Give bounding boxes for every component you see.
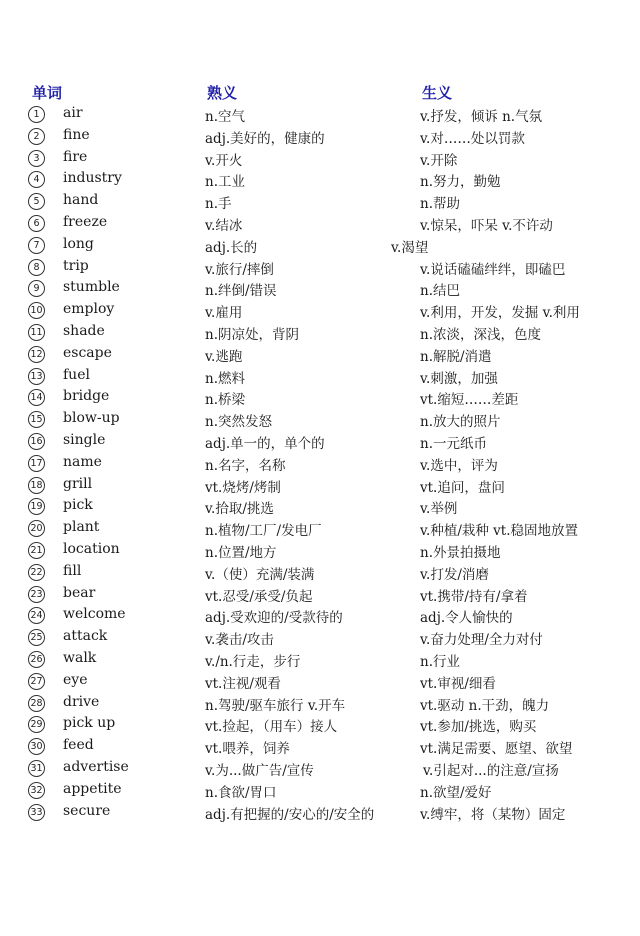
new-meaning: n.外景拍摄地	[420, 544, 501, 561]
row-number-circle: 27	[28, 673, 45, 690]
new-meaning: v.缚牢，将（某物）固定	[420, 806, 566, 823]
english-word: plant	[63, 519, 100, 536]
new-meaning: adj.令人愉快的	[420, 610, 513, 627]
familiar-meaning: v.（使）充满/装满	[205, 566, 315, 583]
english-word: eye	[63, 671, 88, 688]
row-number-circle: 8	[28, 259, 45, 276]
familiar-meaning: v.结冰	[205, 217, 243, 234]
table-row	[0, 431, 640, 453]
row-number-circle: 3	[28, 150, 45, 167]
familiar-meaning: v.旅行/摔倒	[205, 261, 274, 278]
row-number-circle: 31	[28, 760, 45, 777]
english-word: fill	[63, 562, 82, 579]
row-number-circle: 25	[28, 629, 45, 646]
header-new-meaning: 生义	[422, 84, 453, 102]
new-meaning: n.欲望/爱好	[420, 784, 492, 801]
new-meaning: v.奋力处理/全力对付	[420, 632, 543, 649]
table-row	[0, 235, 640, 257]
familiar-meaning: n.食欲/胃口	[205, 784, 277, 801]
english-word: grill	[63, 475, 93, 492]
familiar-meaning: n.燃料	[205, 370, 245, 387]
new-meaning: v.说话磕磕绊绊，即磕巴	[420, 261, 566, 278]
table-row	[0, 540, 640, 562]
new-meaning: vt.驱动 n.干劲，魄力	[420, 697, 550, 714]
new-meaning: n.解脱/消遣	[420, 348, 492, 365]
table-row	[0, 605, 640, 627]
english-word: bridge	[63, 388, 110, 405]
familiar-meaning: n.植物/工厂/发电厂	[205, 523, 322, 540]
english-word: name	[63, 453, 102, 470]
english-word: appetite	[63, 780, 122, 797]
table-row	[0, 802, 640, 824]
table-row	[0, 191, 640, 213]
english-word: drive	[63, 693, 100, 710]
table-row	[0, 409, 640, 431]
row-number-circle: 26	[28, 651, 45, 668]
english-word: fuel	[63, 366, 90, 383]
new-meaning: n.行业	[420, 653, 460, 670]
header-familiar-meaning: 熟义	[207, 84, 238, 102]
english-word: pick	[63, 497, 93, 514]
table-row	[0, 148, 640, 170]
english-word: industry	[63, 170, 122, 187]
table-row	[0, 714, 640, 736]
english-word: employ	[63, 301, 115, 318]
english-word: secure	[63, 802, 111, 819]
table-row	[0, 257, 640, 279]
familiar-meaning: n.工业	[205, 174, 245, 191]
familiar-meaning: v.拾取/挑选	[205, 501, 274, 518]
row-number-circle: 32	[28, 782, 45, 799]
familiar-meaning: vt.忍受/承受/负起	[205, 588, 313, 605]
english-word: bear	[63, 584, 96, 601]
new-meaning: vt.参加/挑选，购买	[420, 719, 537, 736]
familiar-meaning: v.开火	[205, 152, 243, 169]
english-word: pick up	[63, 715, 116, 732]
new-meaning: n.帮助	[420, 196, 460, 213]
new-meaning: n.浓淡，深浅，色度	[420, 326, 541, 343]
new-meaning: v.对……处以罚款	[420, 130, 525, 147]
new-meaning: vt.携带/持有/拿着	[420, 588, 528, 605]
english-word: freeze	[63, 213, 108, 230]
row-number-circle: 7	[28, 237, 45, 254]
familiar-meaning: adj.单一的，单个的	[205, 435, 325, 452]
table-row	[0, 300, 640, 322]
familiar-meaning: v.雇用	[205, 305, 243, 322]
table-row	[0, 627, 640, 649]
row-number-circle: 4	[28, 171, 45, 188]
new-meaning: v.引起对...的注意/宣扬	[423, 762, 559, 779]
table-row	[0, 758, 640, 780]
row-number-circle: 1	[28, 106, 45, 123]
row-number-circle: 30	[28, 738, 45, 755]
row-number-circle: 28	[28, 695, 45, 712]
new-meaning: v.渴望	[391, 239, 429, 256]
new-meaning: n.努力，勤勉	[420, 174, 501, 191]
familiar-meaning: n.驾驶/驱车旅行 v.开车	[205, 697, 346, 714]
table-row	[0, 562, 640, 584]
row-number-circle: 11	[28, 324, 45, 341]
row-number-circle: 20	[28, 520, 45, 537]
english-word: fire	[63, 148, 88, 165]
row-number-circle: 16	[28, 433, 45, 450]
row-number-circle: 2	[28, 128, 45, 145]
new-meaning: v.种植/栽种 vt.稳固地放置	[420, 523, 578, 540]
english-word: walk	[63, 649, 97, 666]
familiar-meaning: n.突然发怒	[205, 414, 272, 431]
familiar-meaning: n.位置/地方	[205, 544, 277, 561]
english-word: blow-up	[63, 410, 120, 427]
row-number-circle: 6	[28, 215, 45, 232]
english-word: single	[63, 431, 106, 448]
table-row	[0, 126, 640, 148]
english-word: shade	[63, 322, 105, 339]
new-meaning: vt.满足需要、愿望、欲望	[420, 741, 573, 758]
row-number-circle: 19	[28, 498, 45, 515]
english-word: location	[63, 540, 120, 557]
row-number-circle: 5	[28, 193, 45, 210]
table-row	[0, 671, 640, 693]
table-row	[0, 780, 640, 802]
table-row	[0, 344, 640, 366]
new-meaning: n.放大的照片	[420, 414, 501, 431]
english-word: hand	[63, 192, 99, 209]
new-meaning: v.利用，开发，发掘 v.利用	[420, 305, 580, 322]
familiar-meaning: n.桥梁	[205, 392, 245, 409]
new-meaning: vt.缩短……差距	[420, 392, 519, 409]
row-number-circle: 9	[28, 280, 45, 297]
new-meaning: v.刺激，加强	[420, 370, 498, 387]
row-number-circle: 23	[28, 586, 45, 603]
english-word: attack	[63, 628, 108, 645]
table-row	[0, 453, 640, 475]
familiar-meaning: n.手	[205, 196, 232, 213]
familiar-meaning: v.逃跑	[205, 348, 243, 365]
familiar-meaning: v./n.行走，步行	[205, 653, 301, 670]
row-number-circle: 33	[28, 804, 45, 821]
vocabulary-table	[0, 104, 640, 823]
row-number-circle: 18	[28, 477, 45, 494]
english-word: trip	[63, 257, 89, 274]
table-row	[0, 475, 640, 497]
table-row	[0, 322, 640, 344]
english-word: fine	[63, 126, 90, 143]
english-word: air	[63, 105, 83, 121]
row-number-circle: 24	[28, 607, 45, 624]
familiar-meaning: adj.受欢迎的/受款待的	[205, 610, 343, 627]
new-meaning: n.一元纸币	[420, 435, 487, 452]
row-number-circle: 29	[28, 716, 45, 733]
table-row	[0, 693, 640, 715]
row-number-circle: 21	[28, 542, 45, 559]
row-number-circle: 12	[28, 346, 45, 363]
english-word: escape	[63, 344, 112, 361]
new-meaning: v.抒发，倾诉 n.气氛	[420, 109, 543, 125]
new-meaning: v.选中，评为	[420, 457, 498, 474]
table-row	[0, 104, 640, 126]
table-row	[0, 736, 640, 758]
row-number-circle: 15	[28, 411, 45, 428]
familiar-meaning: vt.捡起，（用车）接人	[205, 719, 338, 736]
familiar-meaning: adj.美好的，健康的	[205, 130, 325, 147]
new-meaning: v.惊呆，吓呆 v.不许动	[420, 217, 553, 234]
table-row	[0, 518, 640, 540]
new-meaning: n.结巴	[420, 283, 460, 300]
familiar-meaning: n.阴凉处，背阴	[205, 326, 299, 343]
new-meaning: v.举例	[420, 501, 458, 518]
familiar-meaning: n.空气	[205, 109, 245, 125]
table-row	[0, 584, 640, 606]
familiar-meaning: vt.烧烤/烤制	[205, 479, 281, 496]
english-word: stumble	[63, 279, 120, 296]
table-row	[0, 649, 640, 671]
row-number-circle: 10	[28, 302, 45, 319]
row-number-circle: 14	[28, 389, 45, 406]
familiar-meaning: adj.长的	[205, 239, 258, 256]
new-meaning: vt.审视/细看	[420, 675, 496, 692]
familiar-meaning: n.绊倒/错误	[205, 283, 277, 300]
new-meaning: vt.追问，盘问	[420, 479, 505, 496]
familiar-meaning: v.为...做广告/宣传	[205, 762, 314, 779]
table-row	[0, 366, 640, 388]
familiar-meaning: adj.有把握的/安心的/安全的	[205, 806, 375, 823]
english-word: long	[63, 235, 94, 252]
familiar-meaning: vt.喂养，饲养	[205, 741, 290, 758]
row-number-circle: 17	[28, 455, 45, 472]
table-row	[0, 169, 640, 191]
row-number-circle: 22	[28, 564, 45, 581]
row-number-circle: 13	[28, 368, 45, 385]
table-row	[0, 278, 640, 300]
new-meaning: v.开除	[420, 152, 458, 169]
new-meaning: v.打发/消磨	[420, 566, 489, 583]
english-word: advertise	[63, 758, 129, 775]
familiar-meaning: vt.注视/观看	[205, 675, 281, 692]
table-header	[0, 82, 640, 104]
familiar-meaning: v.袭击/攻击	[205, 632, 274, 649]
header-word: 单词	[32, 84, 63, 102]
english-word: welcome	[63, 606, 126, 623]
familiar-meaning: n.名字，名称	[205, 457, 286, 474]
table-row	[0, 496, 640, 518]
table-row	[0, 213, 640, 235]
english-word: feed	[63, 737, 94, 754]
table-row	[0, 387, 640, 409]
